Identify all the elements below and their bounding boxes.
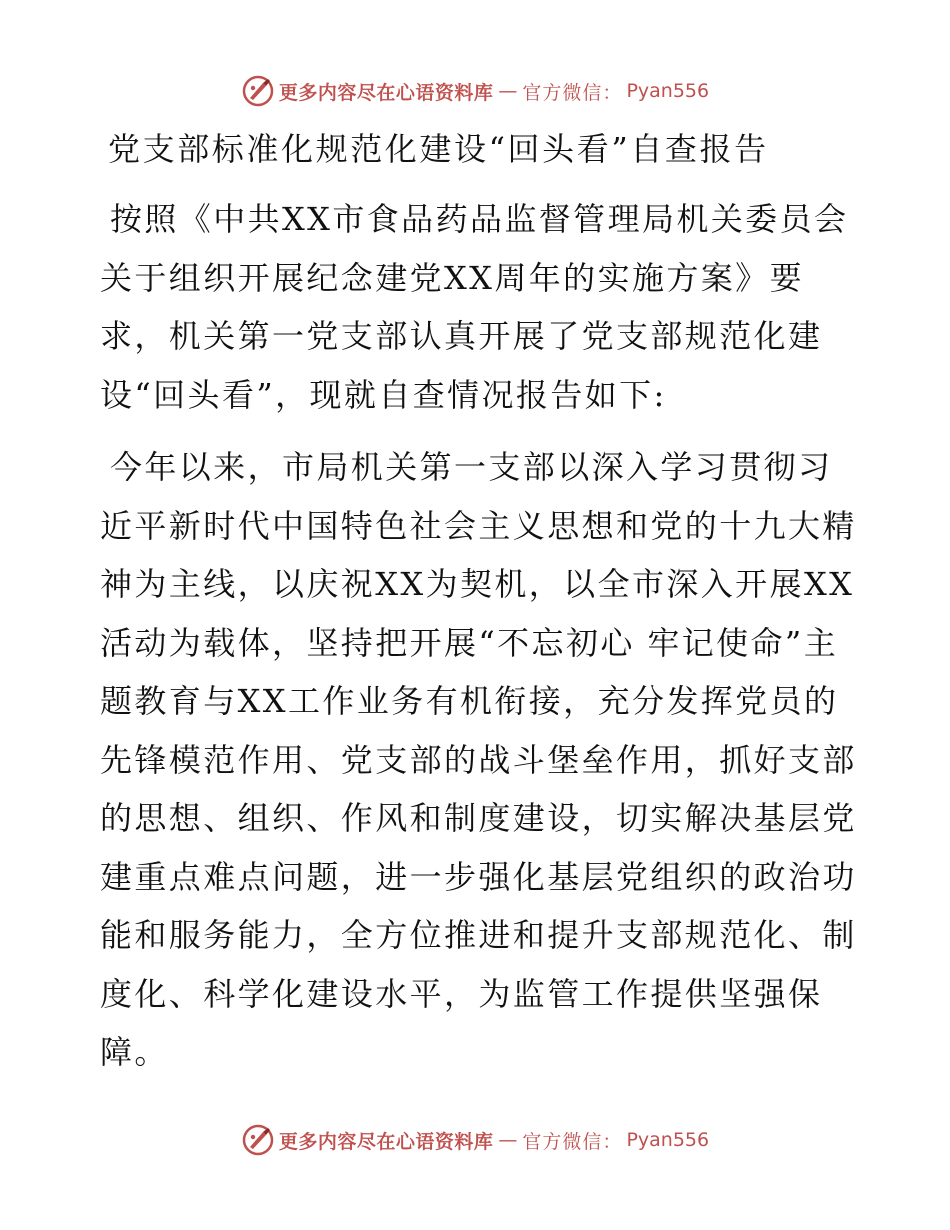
watermark-sub-text: 官方微信： — [522, 81, 623, 104]
paragraph-body: 今年以来，市局机关第一支部以深入学习贯彻习近平新时代中国特色社会主义思想和党的十九大精神为主线，以庆祝XX为契机，以全市深入开展XX活动为载体，坚持把开展“不忘初心 牢记使命”主题教育与XX工作业务有机衔接，充分发挥党员的先锋模范作用、党支部的战斗堡垒作用，抓好支部的思想、组织、作风和制度建设，切实解决基层党建重点难点问题，进一步强化基层党组织的政治功能和服务能力，全方位推进和提升支部规范化、制度化、科学化建设水平，为监管工作提供坚强保障。 — [100, 448, 857, 1071]
paragraph-intro: 按照《中共XX市食品药品监督管理局机关委员会关于组织开展纪念建党XX周年的实施方案》要求，机关第一党支部认真开展了党支部规范化建设“回头看”，现就自查情况报告如下: — [100, 200, 849, 414]
watermark-sub-text: 官方微信： — [522, 1130, 623, 1153]
watermark-main-text: 更多内容尽在心语资料库 — [278, 81, 494, 104]
watermark-wechat-id: Pyan556 — [626, 80, 710, 102]
watermark-wechat-id: Pyan556 — [626, 1129, 710, 1151]
watermark-separator: — — [498, 80, 518, 102]
header-watermark — [0, 71, 950, 111]
brand-logo-icon — [241, 74, 275, 108]
watermark-main-text: 更多内容尽在心语资料库 — [278, 1130, 494, 1153]
document-title: 党支部标准化规范化建设“回头看”自查报告 — [108, 130, 769, 168]
watermark-separator: — — [498, 1129, 518, 1151]
footer-watermark — [0, 1120, 950, 1160]
brand-logo-icon — [241, 1123, 275, 1157]
